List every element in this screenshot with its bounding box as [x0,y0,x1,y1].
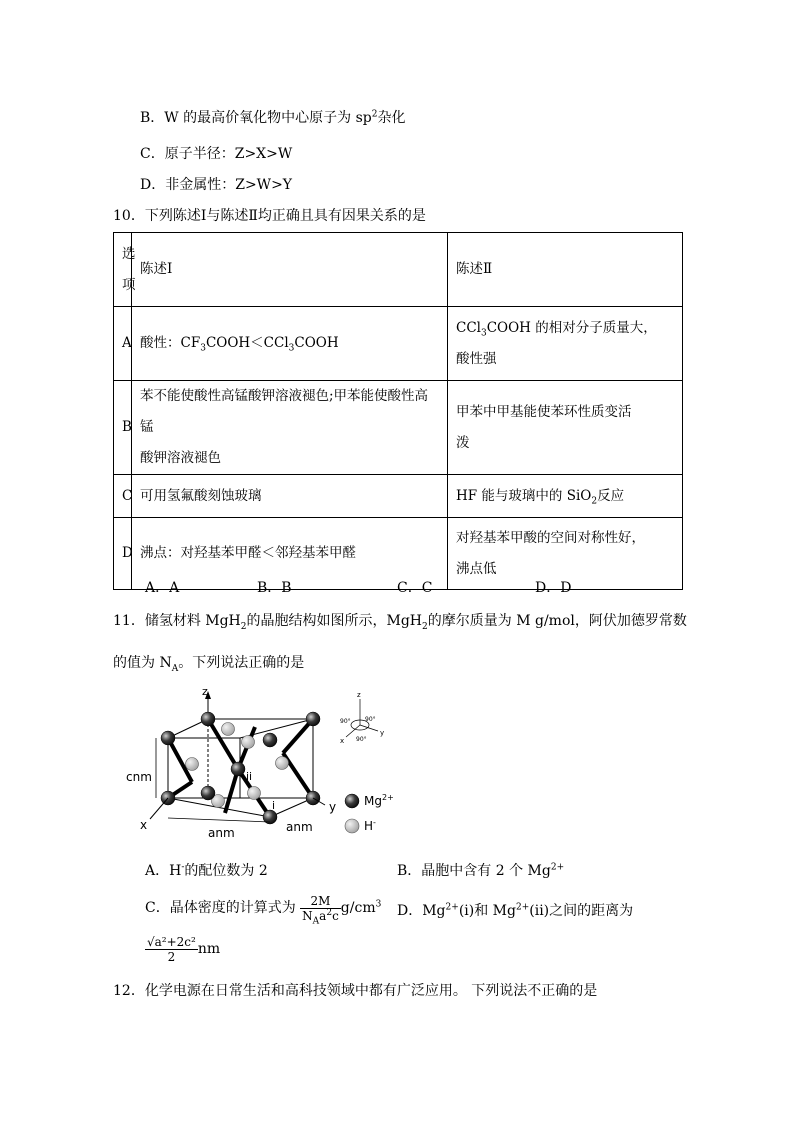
q11-c-pre: C．晶体密度的计算式为 [145,900,296,916]
mg-atom [201,786,215,800]
q12-stem: 12．化学电源在日常生活和高科技领域中都有广泛应用。 下列说法不正确的是 [113,983,598,999]
row-b-s1-line1: 苯不能使酸性高锰酸钾溶液褪色;甲苯能使酸性高锰 [140,388,429,435]
density-denominator [300,907,341,926]
density-numerator: 2M [300,894,341,909]
distance-numerator: √a²+2c² [147,934,196,949]
q11-a-pre: A．H [145,863,182,879]
a-dimension-line [168,818,270,822]
q9-b-post: 杂化 [377,110,406,126]
q11-option-b[interactable] [397,862,564,880]
legend-h-icon [345,819,359,833]
angle-label-2: 90° [365,716,376,723]
row-c-s2-b: 反应 [597,487,625,504]
mg-atom [201,712,215,726]
row-d-s1: 沸点：对羟基苯甲醛＜邻羟基苯甲醛 [132,518,448,590]
row-c-s2-sub: 2 [591,496,598,507]
mg-atom [263,733,277,747]
q11-stem-sub2: 2 [422,621,428,632]
q11-stem2-sub: A [171,663,179,674]
q10-choice-b[interactable]: B．B [257,580,292,596]
q11-d-post: (ii)之间的距离为 [529,903,634,919]
mg-atom-ii [231,762,245,776]
q9-b-sup: 2 [371,109,378,120]
x-label: x [140,818,148,832]
row-a-s1-c: COOH [294,335,339,351]
q10-table [113,232,683,590]
table-row [114,381,683,475]
q11-stem-a: 11．储氢材料 MgH [113,613,241,629]
z-label: z [202,685,208,698]
q11-d-pre: D．Mg [397,903,446,919]
h-atom [222,723,235,736]
row-b-s1 [132,381,448,475]
table-row [114,475,683,518]
mini-x-label: x [340,737,345,745]
ii-label: ii [246,770,253,783]
q10-stem: 10．下列陈述Ⅰ与陈述Ⅱ均正确且具有因果关系的是 [113,208,426,224]
q11-option-d[interactable] [397,902,633,920]
q11-stem-b: 的晶胞结构如图所示，MgH [246,613,423,629]
row-b-s1-line2: 酸钾溶液褪色 [140,450,221,466]
mg-atom [161,731,175,745]
row-a-option: A [114,307,132,381]
q11-stem2-a: 的值为 N [113,655,172,671]
q11-a-sup: - [181,862,185,873]
q11-a-post: 的配位数为 2 [184,863,268,879]
mgh2-crystal-figure [120,685,410,845]
den-b: a [319,908,327,923]
angle-label-1: 90° [340,718,351,725]
row-a-s2-b: COOH 的相对分子质量大， [486,319,657,336]
row-c-s1: 可用氢氟酸刻蚀玻璃 [132,475,448,518]
mini-y-label: y [380,729,385,737]
row-a-s1 [132,307,448,381]
i-label: i [272,799,276,812]
row-c-s2 [448,475,683,518]
mg-atom [306,712,320,726]
row-b-option: B [114,381,132,475]
c-dimension-label: cnm [126,770,152,784]
h-atom [242,736,255,749]
row-c-option: C [114,475,132,518]
q11-stem2-b: 。下列说法正确的是 [178,655,305,671]
q9-option-b [140,109,405,127]
row-d-s2-line2: 沸点低 [456,560,497,577]
row-a-s2-a: CCl [456,319,481,336]
angle-label-3: 90° [356,736,367,743]
mini-z-label: z [357,691,361,699]
distance-unit: nm [197,941,221,957]
row-c-s2-a: HF 能与玻璃中的 SiO [456,487,592,504]
q11-option-c[interactable] [145,892,381,924]
q9-b-text: B．W 的最高价氧化物中心原子为 sp [140,110,372,126]
den-sub: A [312,915,320,926]
den-a: N [302,908,313,923]
q10-choice-d[interactable]: D．D [535,580,572,596]
row-a-s2-sub: 3 [480,328,487,339]
row-d-s2-line1: 对羟基苯甲酸的空间对称性好， [456,529,645,546]
distance-fraction [145,935,198,964]
row-a-s1-a: 酸性：CF [140,335,201,351]
q11-option-d-value [145,933,220,965]
a-dimension-label: anm [208,826,235,840]
table-row [114,307,683,381]
table-header-s1: 陈述Ⅰ [132,233,448,307]
q11-stem-sub1: 2 [240,621,247,632]
q11-b-sup: 2+ [550,862,565,873]
row-a-s1-b: COOH＜CCl [205,335,289,351]
row-b-s2-line2: 泼 [456,434,470,451]
row-d-option: D [114,518,132,590]
row-b-s2 [448,381,683,475]
q11-d-mid: (i)和 Mg [458,903,516,919]
legend-mg-icon [345,794,359,808]
x-axis [150,798,168,819]
den-c: c [332,908,339,923]
table-header-option [114,233,136,307]
y-label: y [329,800,337,814]
q11-option-a[interactable] [145,862,268,880]
header-opt-2: 项 [122,276,136,293]
q10-choice-c[interactable]: C．C [397,580,433,596]
row-b-s2-line1: 甲苯中甲基能使苯环性质变活 [456,403,632,420]
density-unit: g/cm [340,900,376,916]
a-dimension-label-2: anm [286,820,313,834]
header-opt-1: 选 [122,245,136,262]
h-atom [248,787,261,800]
den-sup: 2 [326,907,333,918]
density-unit-sup: 3 [375,899,382,910]
density-fraction [300,893,341,926]
row-a-s2-line2: 酸性强 [456,350,497,367]
h-atom [186,758,199,771]
distance-denominator: 2 [167,949,176,964]
table-row [114,233,683,307]
q11-b-pre: B．晶胞中含有 2 个 Mg [397,863,551,879]
q11-d-sup1: 2+ [445,902,459,913]
h-atom [276,757,289,770]
row-a-s1-sub1: 3 [200,343,206,354]
q11-stem-2 [113,654,304,672]
table-header-s2: 陈述Ⅱ [448,233,683,307]
legend-h-label: H- [364,818,376,833]
legend-mg-label: $Mg^{2+}$ [364,793,394,808]
q9-option-c: C．原子半径：Z>X>W [140,146,293,162]
q11-d-sup2: 2+ [515,902,530,913]
row-a-s2 [448,307,683,381]
q9-option-d: D．非金属性：Z>W>Y [140,177,293,193]
q11-stem-c: 的摩尔质量为 M g/mol，阿伏加德罗常数 [427,613,687,629]
q10-choice-a[interactable]: A．A [145,580,180,596]
row-a-s1-sub2: 3 [288,343,295,354]
q11-stem [113,612,687,630]
